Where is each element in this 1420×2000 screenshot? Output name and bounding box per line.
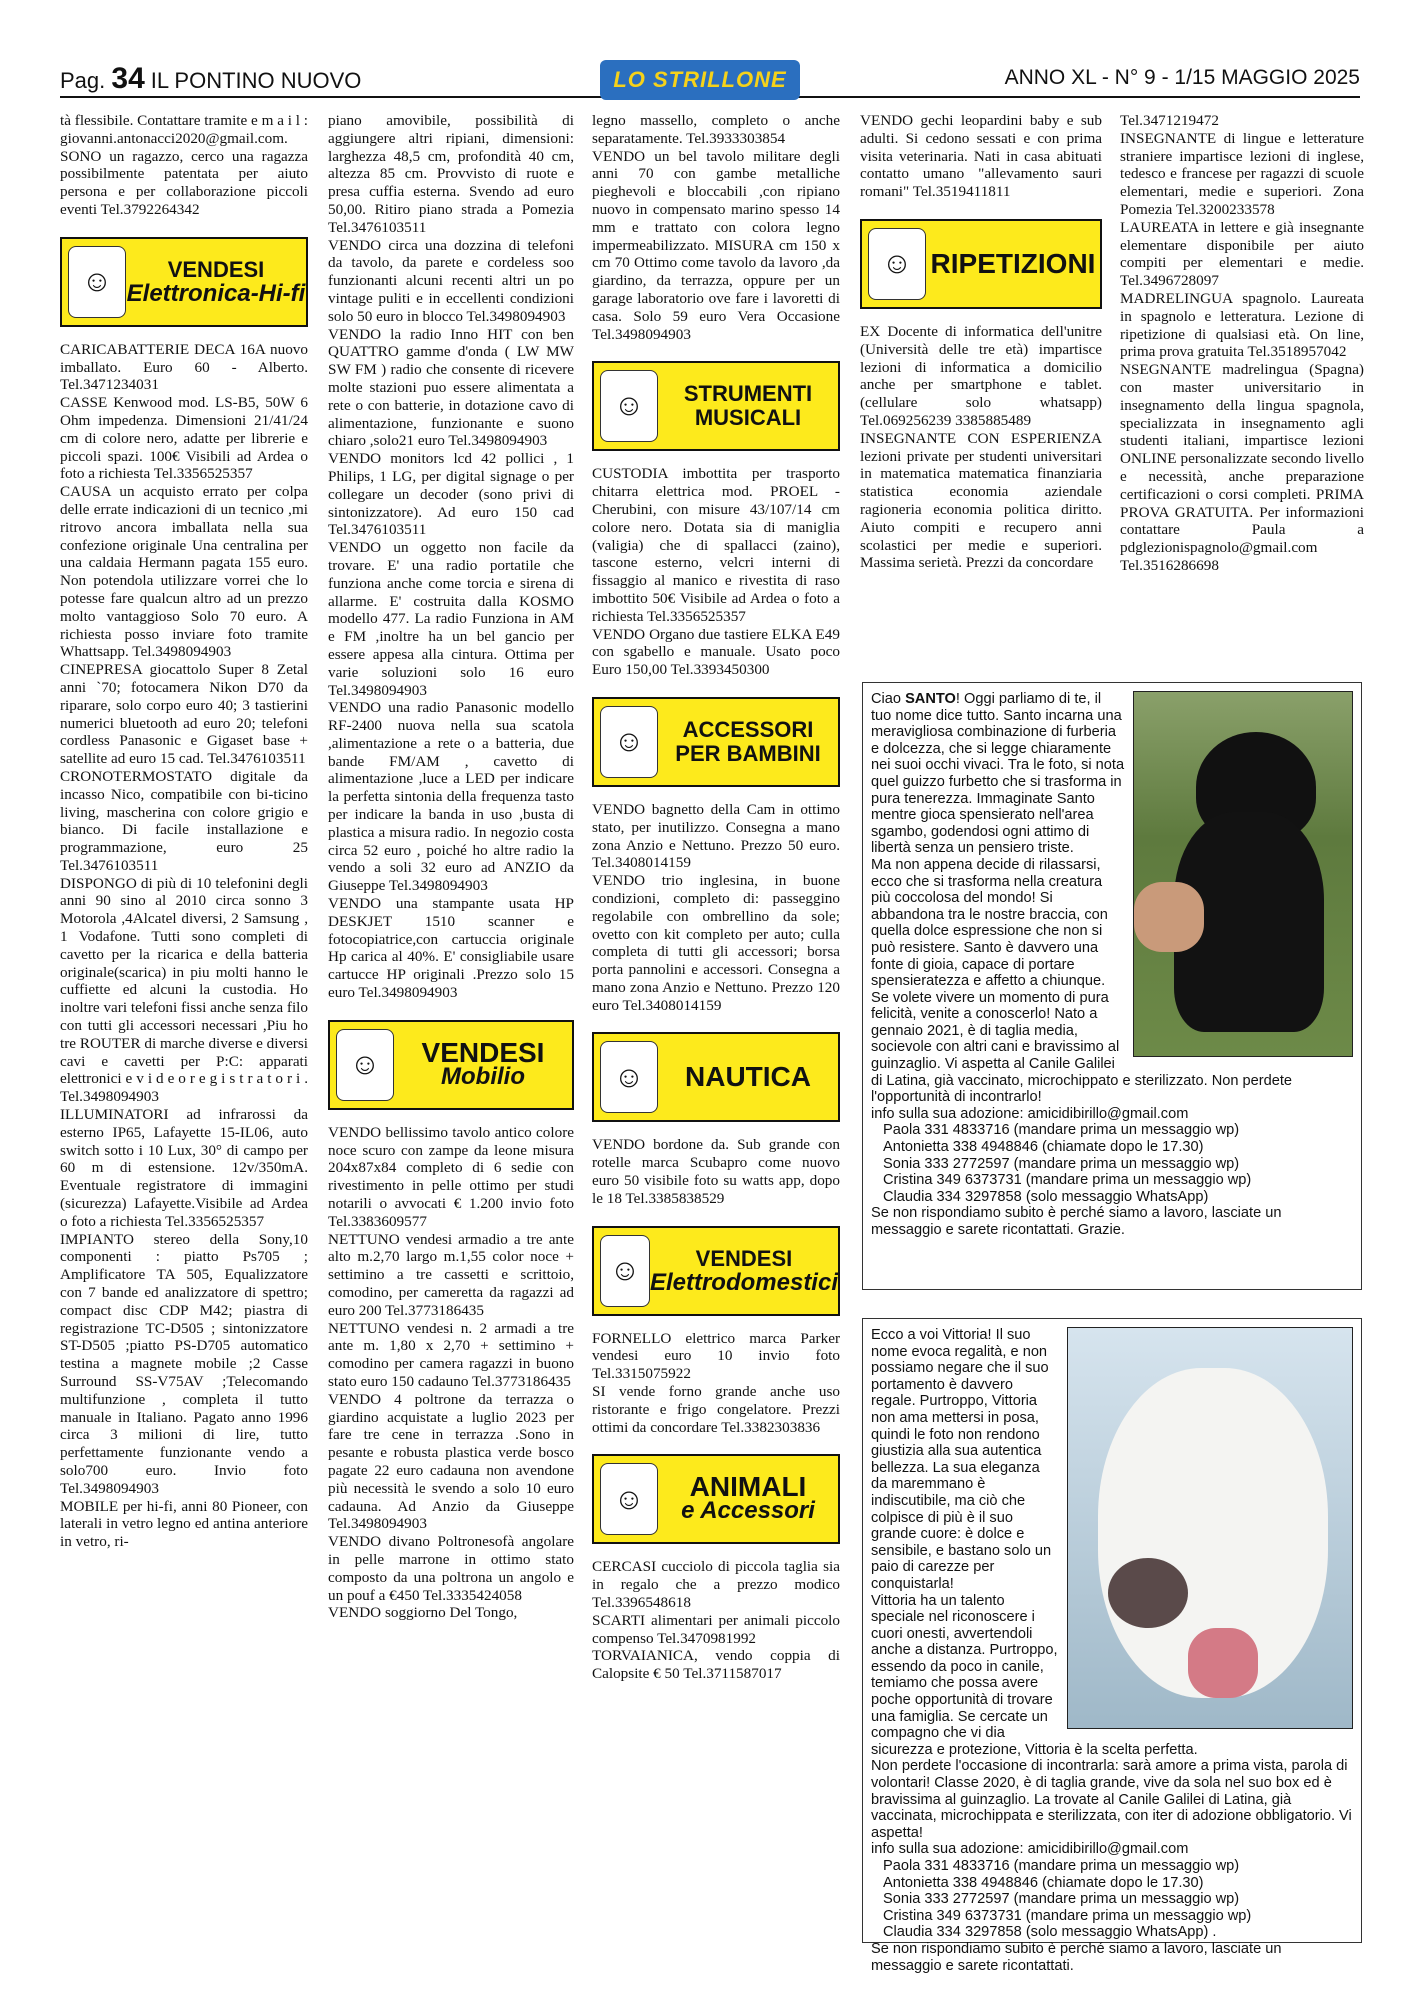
contact-line: Antonietta 338 4948846 (chiamate dopo le 17.30) xyxy=(883,1139,1204,1156)
mascot-icon: ☺ xyxy=(600,1235,650,1307)
page-number: Pag. 34 IL PONTINO NUOVO xyxy=(60,62,362,95)
closing-note: Se non rispondiamo subito è perché siamo a lavoro, lasciate un messaggio e sarete ricontattati. Grazie. xyxy=(871,1205,1282,1238)
classified-ad: VENDO bordone da. Sub grande con rotelle marca Scubapro come nuovo euro 50 visibile foto su watts app, dopo le 18 Tel.3385838529 xyxy=(592,1136,840,1207)
mascot-icon: ☺ xyxy=(600,1041,658,1113)
issue-info: ANNO XL - N° 9 - 1/15 MAGGIO 2025 xyxy=(1004,66,1360,89)
classified-ad: ILLUMINATORI ad infrarossi da esterno IP65, Lafayette 15-IL06, auto switch sotto i 10 Lux, 30° di campo per 60 m di estensione. 12v/350mA. Eventuale registratore di immagini (sicurezza) Lafayette.Visibile ad Ardea o foto a richiesta Tel.3356525357 xyxy=(60,1106,308,1230)
classified-ad: NSEGNANTE madrelingua (Spagna) con master universitario in insegnamento della lingua spagnola, specializzata in insegnamento agli studenti italiani, impartisce lezioni ONLINE personalizzate secondo livello e necessità, anche preparazione certificazioni o corsi completi. PRIMA PROVA GRATUITA. Per informazioni contattare Paula a pdglezionispagnolo@gmail.com Tel.3516286698 xyxy=(1120,361,1364,574)
classified-ad: TORVAIANICA, vendo coppia di Calopsite € 50 Tel.3711587017 xyxy=(592,1647,840,1683)
classified-ad: piano amovibile, possibilità di aggiungere altri ripiani, dimensioni: larghezza 48,5 cm, profondità 40 cm, altezza 85 cm. Provvisto di ruote e presa cuffia esterna. Svendo ad euro 50,00. Ritiro piano strada a Pomezia Tel.3476103511 xyxy=(328,112,574,236)
closing-note: Se non rispondiamo subito è perché siamo a lavoro, lasciate un messaggio e sarete ricontattati. xyxy=(871,1940,1282,1974)
contact-line: Sonia 333 2772597 (mandare prima un messaggio wp) xyxy=(883,1891,1240,1908)
classified-ad: VENDO monitors lcd 42 pollici , 1 Philips, 1 LG, per digital signage o per collegare un decoder (sono privi di sintonizzatore). Ad euro 150 cad Tel.3476103511 xyxy=(328,450,574,539)
classified-ad: MADRELINGUA spagnolo. Laureata in spagnolo e letteratura. Lezione di ripetizione di qualsiasi età. On line, prima prova gratuita Tel.3518957042 xyxy=(1120,289,1364,361)
classified-ad: CERCASI cucciolo di piccola taglia sia in regalo che a prezzo modico Tel.3396548618 xyxy=(592,1558,840,1612)
classified-ad: VENDO bellissimo tavolo antico colore noce scuro con zampe da leone misura 204x87x84 completo di 6 sedie con rivestimento in pelle ottimo per studi notarili o avvocati € 1.200 invio foto Tel.3383609577 xyxy=(328,1123,574,1230)
mascot-icon: ☺ xyxy=(868,228,926,300)
section-banner-nautica: ☺ NAUTICA xyxy=(592,1032,840,1122)
classified-ad: NETTUNO vendesi armadio a tre ante alto m.2,70 largo m.1,55 color noce + settimino a tre cassetti e scrittoio, comodino, per cameretta da ragazzi ad euro 200 Tel.3773186435 xyxy=(328,1230,574,1319)
classified-ad: VENDO una radio Panasonic modello RF-2400 nuova nella sua scatola ,alimentazione a rete o a batteria, due bande FM/AM , cavetto di alimentazione ,luce a LED per indicare la perfetta sintonia della frequenza tasto per indicare la banda in uso ,busta di plastica a misura radio. In negozio costa circa 52 euro , poiché ho altre radio la vendo a soli 32 euro ad ANZIO da Giuseppe Tel.3498094903 xyxy=(328,699,574,895)
classified-ad: CINEPRESA giocattolo Super 8 Zetal anni `70; fotocamera Nikon D70 da riparare, solo corpo euro 40; 3 tastierini numerici bluetooth ad euro 20; telefoni cordless Panasonic e Gigaset base + satellite ad euro 15 cad. Tel.3476103511 xyxy=(60,661,308,768)
column-2 xyxy=(328,112,574,1622)
contact-line: Claudia 334 3297858 (solo messaggio WhatsApp) . xyxy=(883,1924,1217,1941)
column-1 xyxy=(60,112,308,1551)
mascot-icon: ☺ xyxy=(600,370,658,442)
classified-ad: CAUSA un acquisto errato per colpa delle errate indicazioni di un tecnico ,mi ritrovo ancora imballata nella sua confezione originale Una centralina per una caldaia Hermann pagata 155 euro. Non potendola utilizzare vorrei che lo potesse fare qualcun altro ad un prezzo molto vantaggioso Solo 70 euro. A richiesta posso inviare foto tramite Whattsapp. Tel.3498094903 xyxy=(60,483,308,661)
classified-ad: SI vende forno grande anche uso ristorante e frigo congelatore. Prezzi ottimi da concordare Tel.3382303836 xyxy=(592,1383,840,1436)
column-5 xyxy=(1120,112,1364,575)
column-4 xyxy=(860,112,1102,572)
classified-ad: VENDO soggiorno Del Tongo, xyxy=(328,1604,518,1622)
section-banner-animali: ☺ ANIMALI e Accessori xyxy=(592,1454,840,1544)
contact-line: Paola 331 4833716 (mandare prima un messaggio wp) xyxy=(883,1858,1240,1874)
dog-description: Ciao SANTO! Oggi parliamo di te, il tuo nome dice tutto. Santo incarna una meravigliosa combinazione di furberia e dolcezza, che si legge chiaramente nei suoi occhi vivaci. Tra le foto, si nota quel guizzo furbetto che si trasforma in pura tenerezza. Immaginate Santo mentre gioca spensierato nell'area sgambo, godendosi ogni attimo di libertà senza un pensiero triste. xyxy=(871,691,1125,857)
mascot-icon: ☺ xyxy=(600,706,658,778)
lo-strillone-logo: LO STRILLONE xyxy=(600,60,800,100)
section-banner-mobilio: ☺ VENDESI Mobilio xyxy=(328,1020,574,1110)
publication-title: IL PONTINO NUOVO xyxy=(150,68,362,93)
classified-ad: VENDO trio inglesina, in buone condizioni, completo di: passeggino regolabile con ombrellino da sole; ovetto con kit completo per auto; culla completa di tutti gli accessori; borsa porta pannolini e accessori. Consegna a mano zona Anzio e Nettuno. Prezzo 120 euro Tel.3408014159 xyxy=(592,872,840,1014)
classified-ad: VENDO circa una dozzina di telefoni da tavolo, da parete e cordeless soo funzionanti alcuni recenti altri un po vintage puliti e in eccellenti condizioni solo 50 euro in blocco Tel.3498094903 xyxy=(328,236,574,325)
classified-ad: SCARTI alimentari per animali piccolo compenso Tel.3470981992 xyxy=(592,1611,840,1647)
classified-ad: NETTUNO vendesi n. 2 armadi a tre ante m. 1,80 x 2,70 + settimino + comodino per camera ragazzi in buono stato euro 150 cadauno Tel.3773186435 xyxy=(328,1319,574,1390)
classified-ad: Tel.3471219472 xyxy=(1120,112,1219,129)
contact-line: Claudia 334 3297858 (solo messaggio WhatsApp) xyxy=(883,1188,1209,1205)
mascot-icon: ☺ xyxy=(68,246,126,318)
classified-ad: VENDO una stampante usata HP DESKJET 1510 scanner e fotocopiatrice,con cartuccia originale Hp carica al 40%. E' consigliabile usare cartucce HP originali .Prezzo solo 15 euro Tel.3498094903 xyxy=(328,895,574,1002)
classified-ad: CARICABATTERIE DECA 16A nuovo imballato. Euro 60 - Alberto. Tel.3471234031 xyxy=(60,340,308,394)
adoption-email: info sulla sua adozione: amicidibirillo@gmail.com xyxy=(871,1841,1189,1858)
adoption-box-vittoria xyxy=(862,1318,1362,1974)
section-banner-strumenti: ☺ STRUMENTI MUSICALI xyxy=(592,361,840,451)
classified-ad: VENDO bagnetto della Cam in ottimo stato, per inutilizzo. Consegna a mano zona Anzio e Nettuno. Prezzo 50 euro. Tel.3408014159 xyxy=(592,800,840,872)
adoption-box-santo xyxy=(862,682,1362,1290)
contact-line: Paola 331 4833716 (mandare prima un messaggio wp) xyxy=(883,1122,1240,1139)
dog-description: Vittoria ha un talento speciale nel riconoscere i cuori onesti, avvertendoli anche a distanza. Purtroppo, essendo da poco in canile, temiamo che possa avere poche opportunità di trovare una famiglia. Se cercate un compagno che vi dia sicurezza e protezione, Vittoria è la scelta perfetta. xyxy=(871,1592,1198,1758)
classified-ad: VENDO gechi leopardini baby e sub adulti. Si cedono sessati e con prima visita veterinaria. Nati in casa abituati contatto umano "allevamento sauri romani" Tel.3519411811 xyxy=(860,112,1102,201)
section-banner-ripetizioni: ☺ RIPETIZIONI xyxy=(860,219,1102,309)
section-banner-bambini: ☺ ACCESSORI PER BAMBINI xyxy=(592,697,840,787)
classified-ad: INSEGNANTE di lingue e letterature straniere impartisce lezioni di inglese, tedesco e francese per ragazzi di scuole elementari, medie e superiori. Zona Pomezia Tel.3200233578 xyxy=(1120,129,1364,218)
mascot-icon: ☺ xyxy=(336,1029,394,1101)
classified-ad: MOBILE per hi-fi, anni 80 Pioneer, con laterali in vetro legno ed antina anteriore in vetro, ri- xyxy=(60,1497,308,1551)
classified-ad: IMPIANTO stereo della Sony,10 componenti : piatto Ps705 ; Amplificatore TA 505, Equalizzatore con 7 bande ed analizzatore di spettro; compact disc CDP M42; piastra di registrazione TC-D505 ; sintonizzatore ST-D505 ;piatto PS-D705 automatico testina a magnete mobile ;2 Casse Surround SS-V75AV ;Telecomando multifunzione , completa il tutto manuale in Italiano. Pagato anno 1996 circa 3 milioni di lire, tutto perfettamente funzionante vendo a solo700 euro. Invio foto Tel.3498094903 xyxy=(60,1230,308,1497)
dog-description: Non perdete l'occasione di incontrarla: sarà amore a prima vista, parola di volontari! Classe 2020, è di taglia grande, vive da sola nel suo box ed è bravissima al guinzaglio. La trovate al Canile Galilei di Latina, già vaccinata, microchippata e sterilizzata, con iter di adozione obbligatorio. Vi aspetta! xyxy=(871,1758,1352,1841)
classified-ad: INSEGNANTE CON ESPERIENZA lezioni private per studenti universitari in matematica matematica finanziaria statistica economia aziendale ragioneria economia politica diritto. Aiuto compiti e recupero anni scolastici per medie e superiori. Massima serietà. Prezzi da concordare xyxy=(860,429,1102,572)
classified-ad: VENDO divano Poltronesofà angolare in pelle marrone in ottimo stato composto da una poltrona un angolo e un pouf a €450 Tel.3335424058 xyxy=(328,1533,574,1604)
contact-line: Antonietta 338 4948846 (chiamate dopo le 17.30) xyxy=(883,1874,1204,1891)
classified-ad: legno massello, completo o anche separatamente. Tel.3933303854 xyxy=(592,112,840,147)
column-3 xyxy=(592,112,840,1683)
dog-description: Ma non appena decide di rilassarsi, ecco che si trasforma nella creatura più coccolosa del mondo! Si abbandona tra le nostre braccia, con quella dolce espressione che non si può resistere. Santo è davvero una fonte di gioia, capace di portare spensieratezza e affetto a chiunque. Se volete vivere un momento di pura felicità, venite a conoscerlo! Nato a gennaio 2021, è di taglia media, socievole con altri cani e bravissimo al guinzaglio. Vi aspetta al Canile Galilei di Latina, già vaccinato, microchippato e sterilizzato. Non perdete l'opportunità di incontrarlo! xyxy=(871,856,1293,1106)
adoption-email: info sulla sua adozione: amicidibirillo@gmail.com xyxy=(871,1105,1189,1122)
section-banner-elettronica: ☺ VENDESI Elettronica-Hi-fi xyxy=(60,237,308,327)
dog-description: Ecco a voi Vittoria! Il suo nome evoca regalità, e non possiamo negare che il suo portamento è davvero regale. Purtroppo, Vittoria non ama mettersi in posa, quindi le foto non rendono giustizia alla sua autentica bellezza. La sua eleganza da maremmano è indiscutibile, ma ciò che colpisce di più è il suo grande cuore: è dolce e sensibile, e bastano solo un paio di carezze per conquistarla! xyxy=(871,1327,1052,1592)
classified-ad: VENDO un bel tavolo militare degli anni 70 con gambe metalliche pieghevoli e bloccabili ,con ripiano nuovo in compensato marino spesso 14 mm e trattato con colora legno impermeabilizzato. MISURA cm 150 x cm 70 Ottimo come tavolo da lavoro ,da giardino, da terrazza, oppure per un garage laboratorio ove fare i lavoretti di casa. Solo 59 euro Vera Occasione Tel.3498094903 xyxy=(592,147,840,343)
classified-ad: FORNELLO elettrico marca Parker vendesi euro 10 invio foto Tel.3315075922 xyxy=(592,1329,840,1383)
classified-ad: VENDO Organo due tastiere ELKA E49 con sgabello e manuale. Usato poco Euro 150,00 Tel.3393450300 xyxy=(592,625,840,679)
classified-ad: DISPONGO di più di 10 telefonini degli anni 90 sino al 2010 circa sonno 3 Motorola ,4Alcatel diversi, 2 Samsung , 1 Vodafone. Tutti sono completi di cavetto per la ricarica e della batteria originale(scarica) in piu molti hanno le cuffiette ed alcuni la custodia. Ho inoltre vari telefoni fissi anche senza filo con tutti gli accessori necessari ,Piu ho tre ROUTER di marche diverse e diversi cavi e cavetti per P:C: apparati elettronici e v i d e o r e g i s t r a t o r i . Tel.3498094903 xyxy=(60,874,308,1106)
classified-ad: VENDO 4 poltrone da terrazza o giardino acquistate a luglio 2023 per fare tre cene in terrazza .Sono in pesante e robusta plastica verde bosco pagate 22 euro cadauna non avendone più necessità le svendo a solo 10 euro cadauna. Ad Anzio da Giuseppe Tel.3498094903 xyxy=(328,1390,574,1533)
classified-ad: SONO un ragazzo, cerco una ragazza possibilmente patentata per aiuto persona e per collaborazione piccoli eventi Tel.3792264342 xyxy=(60,147,308,218)
classified-ad: VENDO la radio Inno HIT con ben QUATTRO gamme d'onda ( LW MW SW FM ) radio che consente di ricevere molte stazioni puo essere alimentata a rete o con batterie, in dotazione cavo di alimentazione, funzionante e suono chiaro ,solo21 euro Tel.3498094903 xyxy=(328,325,574,450)
classified-ad: LAUREATA in lettere e già insegnante elementare disponibile per aiuto compiti per elementari e medie. Tel.3496728097 xyxy=(1120,218,1364,290)
contact-line: Sonia 333 2772597 (mandare prima un messaggio wp) xyxy=(883,1155,1240,1172)
classified-ad: VENDO un oggetto non facile da trovare. E' una radio portatile che funziona anche come torcia e sirena di allarme. E' costruita dalla KOSMO modello 477. La radio Funziona in AM e FM ,inoltre ha un bel gancio per essere appesa alla cintura. Ottima per varie soluzioni solo 16 euro Tel.3498094903 xyxy=(328,539,574,699)
mascot-icon: ☺ xyxy=(600,1463,658,1535)
contact-line: Cristina 349 6373731 (mandare prima un messaggio wp) xyxy=(883,1907,1252,1924)
classified-ad: CASSE Kenwood mod. LS-B5, 50W 6 Ohm impedenza. Dimensioni 21/41/24 cm di colore nero, adatte per librerie e piccoli spazi. 100€ Visibili ad Ardea o foto a richiesta Tel.3356525357 xyxy=(60,394,308,483)
classified-ad: CRONOTERMOSTATO digitale da incasso Nico, compatibile con bi-ticino living, mascherina con colore grigio e bianco. Di facile installazione e programmazione, euro 25 Tel.3476103511 xyxy=(60,767,308,874)
dog-photo-vittoria xyxy=(1067,1327,1353,1729)
section-banner-elettrodomestici: ☺ VENDESI Elettrodomestici xyxy=(592,1226,840,1316)
classified-ad: CUSTODIA imbottita per trasporto chitarra elettrica mod. PROEL - Cherubini, con misure 43/107/14 cm colore nero. Dotata sia di maniglia (valigia) che di spallacci (zaino), tascone esterno, velcri interni di fissaggio al manico e rivestita di raso imbottito 50€ Visibile ad Ardea o foto a richiesta Tel.3356525357 xyxy=(592,465,840,625)
classified-ad: EX Docente di informatica dell'unitre (Università delle tre età) impartisce lezioni di informatica a domicilio anche per smartphone e tablet. (cellulare solo whatsapp) Tel.069256239 3385885489 xyxy=(860,322,1102,429)
classified-ad: tà flessibile. Contattare tramite e m a i l : giovanni.antonacci2020@gmail.com. xyxy=(60,112,308,147)
dog-photo-santo xyxy=(1133,691,1353,1057)
contact-line: Cristina 349 6373731 (mandare prima un messaggio wp) xyxy=(883,1172,1252,1189)
